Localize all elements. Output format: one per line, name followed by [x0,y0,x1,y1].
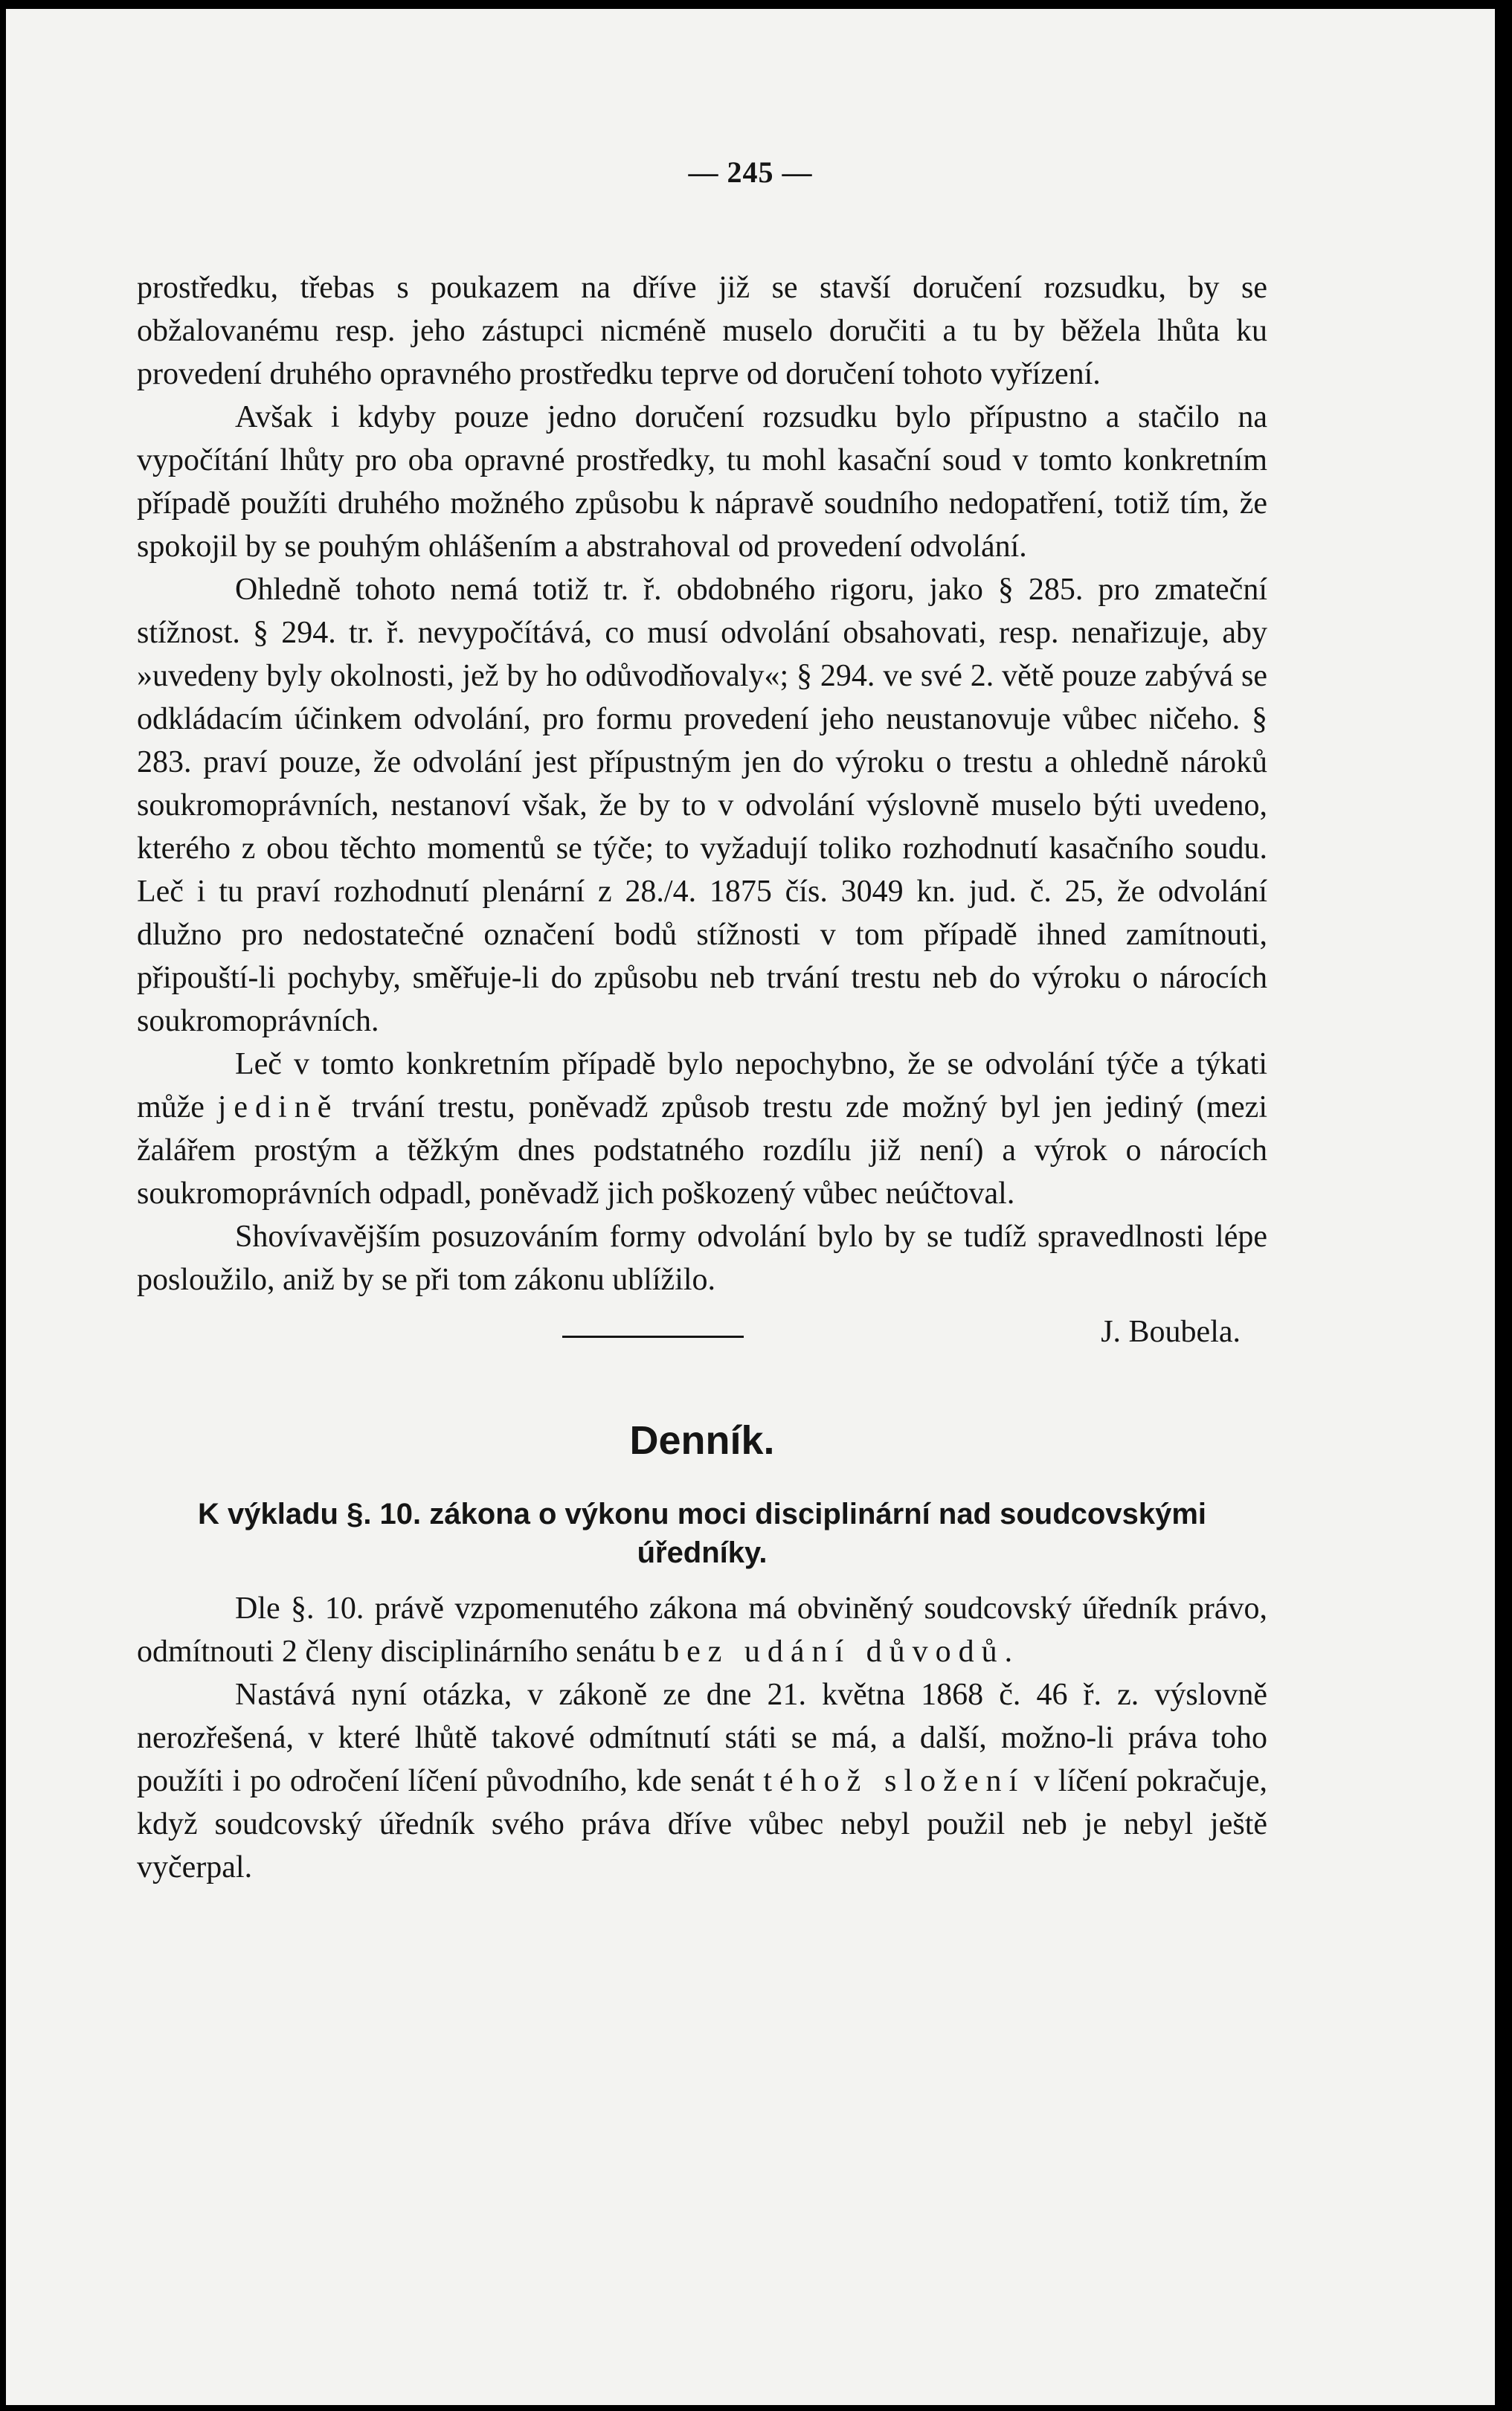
paragraph-lec-part-1: Leč v tomto konkretním případě bylo nepochybno, že se odvolání týče a týkati může [137,1047,1267,1124]
paragraph-dle-part-1: Dle §. 10. právě vzpomenutého zákona má obviněný soudcovský úředník právo, odmítnouti 2 členy disciplinárního senátu [137,1591,1267,1669]
signature-divider-line [562,1336,744,1338]
article-title: K výkladu §. 10. zákona o výkonu moci disciplinární nad soudcovskými úředníky. [198,1498,1206,1569]
spaced-emphasis-tehoz-slozeni: téhož složení [763,1764,1026,1798]
paragraph-continuation: prostředku, třebas s poukazem na dříve již se stavší doručení rozsudku, by se obžalovanému resp. jeho zástupci nicméně muselo doručiti a tu by běžela lhůta ku provedení druhého opravného prostředku teprve od doručení tohoto vyřízení. [137,271,1267,391]
paragraph-nastava [137,1673,1267,1889]
spaced-emphasis-bez-udani-duvodu: bez udání důvodů. [663,1635,1020,1669]
paragraph-shovivavejsim: Shovívavějším posuzováním formy odvolání bylo by se tudíž spravedlnosti lépe posloužilo, aniž by se při tom zákonu ublížilo. [137,1220,1267,1297]
signature-row [137,1310,1267,1353]
paragraph-lec [137,1043,1267,1215]
paragraph-lec-part-2: trvání trestu, poněvadž způsob trestu zde možný byl jen jediný (mezi žalářem prostým a těžkým dnes podstatného rozdílu již není) a výrok o nárocích soukromoprávních odpadl, poněvadž jich poškozený vůbec neúčtoval. [137,1090,1267,1211]
author-signature: J. Boubela. [1101,1315,1241,1349]
page-number: — 245 — [688,155,813,189]
book-page [6,9,1495,2405]
page-body [137,266,1267,1889]
paragraph-nastava-part-2: v líčení pokračuje, když soudcovský úředník svého práva dříve vůbec nebyl použil neb je nebyl ještě vyčerpal. [137,1764,1268,1884]
spaced-emphasis-jedine: jedině [217,1090,339,1124]
section-title: Denník. [629,1418,775,1463]
paragraph-dle [137,1587,1267,1673]
paragraph-avsak: Avšak i kdyby pouze jedno doručení rozsudku bylo přípustno a stačilo na vypočítání lhůty pro oba opravné prostředky, tu mohl kasační soud v tomto konkretním případě použíti druhého možného způsobu k nápravě soudního nedopatření, totiž tím, že spokojil by se pouhým ohlášením a abstrahoval od provedení odvolání. [137,400,1267,564]
paragraph-nastava-part-1: Nastává nyní otázka, v zákoně ze dne 21. května 1868 č. 46 ř. z. výslovně nerozřešená, v které lhůtě takové odmítnutí státi se má, a další, možno-li práva toho použíti i po odročení líčení původního, kde senát [137,1678,1267,1798]
paragraph-ohledne: Ohledně tohoto nemá totiž tr. ř. obdobného rigoru, jako § 285. pro zmateční stížnost. § 294. tr. ř. nevypočítává, co musí odvolání obsahovati, resp. nenařizuje, aby »uvedeny byly okolnosti, jež by ho odůvodňovaly«; § 294. ve své 2. větě pouze zabývá se odkládacím účinkem odvolání, pro formu provedení jeho neustanovuje vůbec ničeho. § 283. praví pouze, že odvolání jest přípustným jen do výroku o trestu a ohledně nároků soukromoprávních, nestanoví však, že by to v odvolání výslovně muselo býti uvedeno, kterého z obou těchto momentů se týče; to vyžadují toliko rozhodnutí kasačního soudu. Leč i tu praví rozhodnutí plenární z 28./4. 1875 čís. 3049 kn. jud. č. 25, že odvolání dlužno pro nedostatečné označení bodů stížnosti v tom případě ihned zamítnouti, připouští-li pochyby, směřuje-li do způsobu neb trvání trestu neb do výroku o nárocích soukromoprávních. [137,573,1267,1038]
